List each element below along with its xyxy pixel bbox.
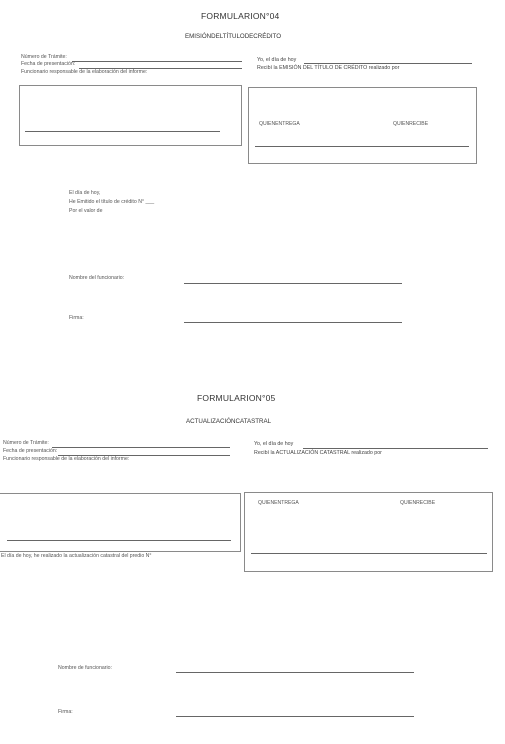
form04-firma-line[interactable] [184,322,402,323]
form04-funcionario-label: Funcionario responsable de la elaboración del informe: [21,69,148,75]
form04-tramite-label: Número de Trámite: [21,54,67,60]
form05-subtitle: ACTUALIZACIÓNCATASTRAL [186,418,272,425]
form05-tramite-line[interactable] [52,447,230,448]
form05-quien-entrega: QUIENENTREGA [258,500,299,506]
form05-nombre-label: Nombre de funcionario: [58,665,112,671]
form05-quien-recibe: QUIENRECIBE [400,500,436,506]
form05-firma-label: Firma: [58,709,73,715]
form04-right-box[interactable] [248,87,477,164]
form04-quien-recibe: QUIENRECIBE [393,121,429,127]
form05-left-box[interactable] [0,493,241,552]
form04-right-line1: Yo, el día de hoy [257,57,297,63]
form04-tramite-line[interactable] [72,61,242,62]
form05-tramite-label: Número de Trámite: [3,440,49,446]
form04-body-line2: He Emitido el título de crédito N° ___ [69,199,155,205]
form05-fecha-hoy-line[interactable] [303,448,488,449]
form05-right-line2: Recibí la ACTUALIZACIÓN CATASTRAL realizado por [254,450,382,456]
form04-nombre-line[interactable] [184,283,402,284]
form04-body-line1: El día de hoy, [69,190,101,196]
form04-title: FORMULARION°04 [201,11,280,21]
form04-left-box[interactable] [19,85,242,146]
form04-subtitle: EMISIÓNDELTÍTULODECRÉDITO [185,33,282,40]
form05-fecha-label: Fecha de presentación: [3,448,58,454]
form05-body-line: El día de hoy, he realizado la actualización catastral del predio N° [1,553,152,559]
form05-right-line1: Yo, el día de hoy [254,441,294,447]
form04-nombre-label: Nombre del funcionario: [69,275,125,281]
form05-funcionario-label: Funcionario responsable de la elaboración del informe: [3,456,130,462]
form04-fecha-hoy-line[interactable] [304,63,472,64]
form05-title: FORMULARION°05 [197,393,276,403]
form05-right-box-line [251,553,487,554]
form04-quien-entrega: QUIENENTREGA [259,121,300,127]
form04-right-line2: Recibí la EMISIÓN DEL TÍTULO DE CRÉDITO realizado por [257,65,400,71]
form04-fecha-label: Fecha de presentación: [21,61,76,67]
form05-firma-line[interactable] [176,716,414,717]
form05-nombre-line[interactable] [176,672,414,673]
form04-right-box-line [255,146,469,147]
form05-left-box-line [7,540,231,541]
form04-body-line3: Por el valor de [69,208,103,214]
form05-right-box[interactable] [244,492,493,572]
form04-firma-label: Firma: [69,315,84,321]
form04-left-box-line [25,131,220,132]
